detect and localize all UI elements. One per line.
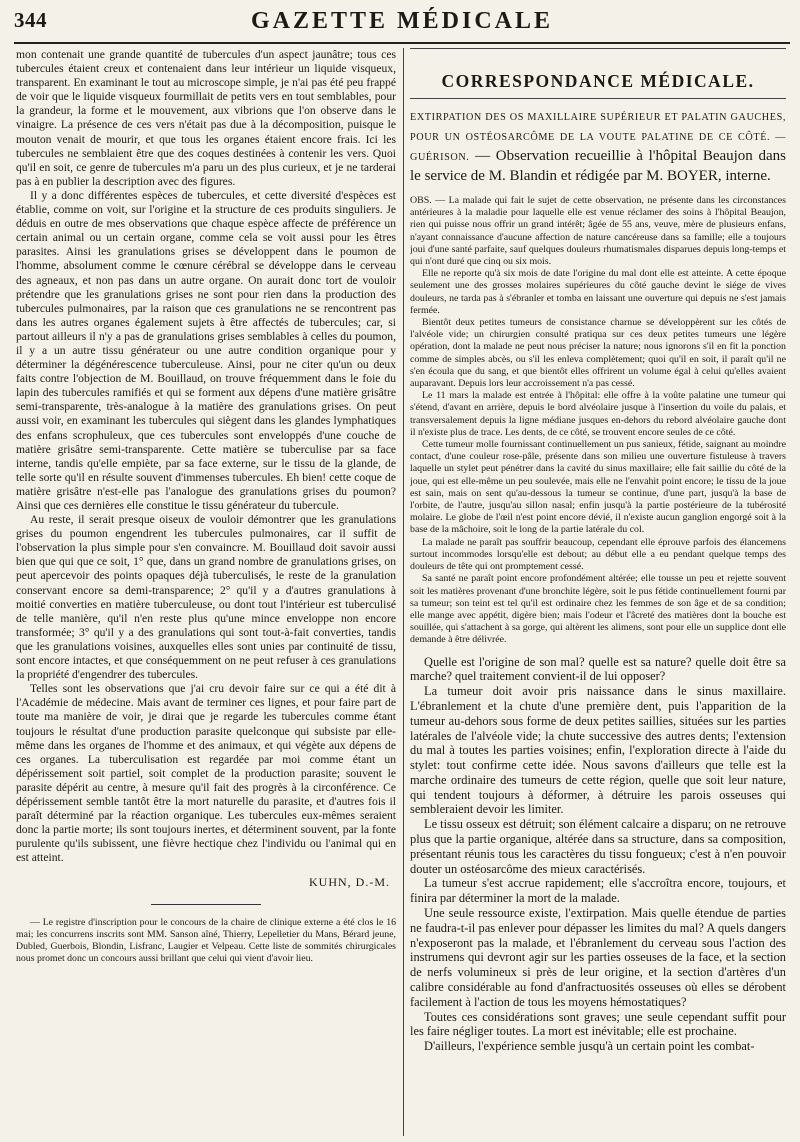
column-divider (403, 48, 404, 1136)
observation-paragraph-2: Elle ne reporte qu'à six mois de date l'origine du mal dont elle est atteinte. A cette époque seulement une des grosses molaires supérieures du côté gauche devint le siége de vives douleurs, ne tarda pas à s'ébranler et tomba en laissant une ouverture qui depuis ne s'est jamais fermée. (410, 268, 786, 316)
spacer (410, 647, 786, 655)
discussion-paragraph-2: La tumeur doit avoir pris naissance dans le sinus maxillaire. L'ébranlement et la chute d'une première dent, puis l'apparition de la tumeur au-dehors sous forme de deux petites saillies, situées sur les parties latérales de l'alvéole vide; la chute successive des autres dents; l'extension du mal à toutes les parties voisines; enfin, l'exploration directe à l'aide du stylet: tout confirme cette idée. Nous savons d'ailleurs que telle est la marche ordinaire des tumeurs de cette région, quelle que soit leur nature, qui tendent toujours à déformer, à détruire les parois osseuses qui sembleraient devoir les limiter. (410, 684, 786, 817)
left-paragraph-4: Telles sont les observations que j'ai cru devoir faire sur ce qui a été dit à l'Académie de médecine. Mais avant de terminer ces lignes, et pour faire part de toute ma manière de voir, je dirai que je regarde les tubercules comme étant toujours le résultat d'une production parasite quelconque qui subsiste par elle-même dans les organes de l'homme et des animaux, et qui végète aux dépens de ces organes. La tuberculisation est regardée par moi comme étant un dépérissement soit partiel, soit complet de la production parasite; souvent le parasite dépérit au centre, à mesure qu'il fait des progrès à la circonférence. Ce dépérissement semble tantôt être la mort naturelle du parasite, et d'autres fois il paraît déterminé par la réaction organique. Les tubercules eux-mêmes seraient donc la partie morte; ils sont toujours inertes, et déterminent souvent, par la fonte purulente qu'ils subissent, une fièvre hectique chez l'individu ou l'animal qui en est atteint. (16, 682, 396, 865)
article-title (410, 107, 786, 185)
left-paragraph-1: mon contenait une grande quantité de tubercules d'un aspect jaunâtre; tous ces tubercules étaient creux et contenaient dans leur intérieur un liquide visqueux, transparent. En examinant le tout au microscope simple, je n'ai pas été peu frappé de voir que le liquide visqueux fourmillait de petits vers en tout semblables, pour la grandeur, la forme et le mouvement, aux vibrions que l'on observe dans le vinaigre. La présence de ces vers n'était pas due à la décomposition, puisque le mouton venait de mourir, et que tous les organes étaient encore frais. Ici les tubercules ne semblaient être que des coques destinées à contenir les vers. Quoi qu'il en soit, ce genre de tubercules m'a paru un des plus curieux, et je ne tarderai pas à en publier la description avec des figures. (16, 48, 396, 188)
observation-paragraph-4: Le 11 mars la malade est entrée à l'hôpital: elle offre à la voûte palatine une tumeur qui s'étend, d'avant en arrière, depuis le bord alvéolaire jusque à l'insertion du voile du palais, et transversalement depuis la ligne médiane jusques en-dehors du rebord alvéolaire gauche dont il n'existe plus de trace. Les dents, de ce côté, se trouvent encore seules de ce côté. (410, 390, 786, 438)
page-header (14, 2, 790, 44)
left-column (16, 48, 396, 1138)
article-title-caps: EXTIRPATION DES OS MAXILLAIRE SUPÉRIEUR ET PALATIN GAUCHES, POUR UN OSTÉOSARCÔME DE LA VOUTE PALATINE DE CE CÔTÉ. — GUÉRISON. (410, 112, 786, 163)
observation-paragraph-3: Bientôt deux petites tumeurs de consistance charnue se développèrent sur les côtés de l'alvéole vide; un chirurgien consulté pratiqua sur ces deux petites tumeurs une légère opération, dont la malade ne peut nous préciser la nature; nous ignorons s'il en fit la ponction comme de simples abcès, ou s'il les enleva complètement; quoi qu'il en soit, il paraît qu'il ne s'en écoula que du sang, et que bientôt elles offrirent un volume égal à celui qu'elles avaient auparavant. Depuis lors leur accroissement n'a pas cessé. (410, 317, 786, 390)
footnote-divider (151, 904, 261, 905)
discussion-paragraph-1: Quelle est l'origine de son mal? quelle est sa nature? quelle doit être sa marche? quel traitement convient-il de lui opposer? (410, 654, 786, 684)
discussion-paragraph-7: D'ailleurs, l'expérience semble jusqu'à un certain point les combat- (424, 1039, 755, 1054)
observation-paragraph-5: Cette tumeur molle fournissant continuellement un pus sanieux, fétide, saignant au moindre contact, d'une couleur rose-pâle, présente dans son milieu une ouverture fistuleuse à travers laquelle un stylet peut pénétrer dans la cavité du sinus maxillaire; elle fait saillie du côté de la joue, qui est elle-même un peu soulevée, mais elle ne l'envahit point encore; le tissu de la joue est sain, mais on sent qu'au-dessous la tumeur se continue, d'une part, jusqu'à la base de l'orbite, de l'autre, jusqu'au sillon nasal; enfin jusqu'à la partie postérieure de la tubérosité molaire. Le globe de l'œil n'est point encore dévié, il n'existe aucun ganglion engorgé soit à la base de la mâchoire, soit le long de la partie latérale du col. (410, 439, 786, 536)
footnote: — Le registre d'inscription pour le concours de la chaire de clinique externe a été clos le 16 mai; les concurrens inscrits sont MM. Sanson aîné, Thierry, Lepelletier du Mans, Bérard jeune, Dubled, Guerbois, Blondin, Lisfranc, Laugier et Velpeau. Cette liste de sommités chirurgicales nous promet donc un concours aussi brillant que celui qui vient d'avoir lieu. (16, 917, 396, 965)
author-signature: KUHN, D.-M. (309, 875, 390, 890)
journal-title: GAZETTE MÉDICALE (250, 8, 554, 34)
discussion-paragraph-4: La tumeur s'est accrue rapidement; elle s'accroîtra encore, toujours, et finira par déterminer la mort de la malade. (410, 876, 786, 906)
observation-paragraph-7: Sa santé ne paraît point encore profondément altérée; elle tousse un peu et rejette souvent soit les matières provenant d'une bronchite légère, soit le pus fétide continuellement fourni par sa tumeur; son teint est tel qu'il est ordinaire chez les femmes de son âge et de sa condition; elle mange avec appétit, digère bien; mais l'odeur et l'âcreté des matières dont la bouche est souillée, qui s'attachent à sa gorge, qui altèrent les alimens, sont pour elle un supplice dont elle demande à être délivrée. (410, 573, 786, 646)
discussion-paragraph-5: Une seule ressource existe, l'extirpation. Mais quelle étendue de parties ne faudra-t-il pas enlever pour dépasser les limites du mal? A quels dangers n'exposeront pas la malade, et l'ébranlement du cerveau sous l'action des instrumens qui devront agir sur les parties osseuses de la face, et la section de nerfs volumineux si près de leur origine, et la section d'artères d'un calibre considérable au fond d'anfractuosités osseuses où elles se dérobent facilement à l'action de tous les moyens hémostatiques? (410, 906, 786, 1009)
section-title: CORRESPONDANCE MÉDICALE. (410, 48, 786, 99)
left-paragraph-3: Au reste, il serait presque oiseux de vouloir démontrer que les granulations grises du poumon engendrent les tubercules pulmonaires, car il suffit de l'observation la plus simple pour s'en convaincre. M. Bouillaud doit savoir aussi bien que qui que ce soit, 1° que, dans un grand nombre de granulations grises, on peut apercevoir des points opaques déjà tuberculisés, le reste de la granulation conservant encore sa demi-transparence; 2° qu'il y a d'autres granulations à moitié converties en matière tuberculeuse, ou dont tout l'intérieur est tuberculisé de telle manière, qu'il n'en reste plus qu'une mince enveloppe non encore transformée; 3° qu'il y a des granulations qui sont tout-à-fait converties, tandis que les granulations voisines, auxquelles elles sont unies par continuité de tissu, sont encore intactes, et que conséquemment on ne peut refuser à ces granulations la propriété d'engendrer des tubercules. (16, 513, 396, 682)
page-number: 344 (14, 8, 47, 32)
left-paragraph-2: Il y a donc différentes espèces de tubercules, et cette diversité d'espèces est établie, comme on voit, sur l'origine et la structure de ces produits singuliers. Je déduis en outre de mes observations que chaque espèce affecte de préférence un certain animal ou un certain organe, comme cela se voit aussi pour les êtres parasites. Ainsi les granulations grises se développent dans le poumon de l'homme, absolument comme le cœnure cérébral se développe dans le cerveau des agneaux, et non pas dans un autre organe. On aurait donc tort de vouloir prétendre que les granulations grises ne sont pour rien dans la production des tubercules pulmonaires, par la raison que ces granulations ne se rencontrent pas dans les autres organes également sujets à être affectés de tubercules; car, si partout ailleurs il n'y a pas de granulations grises semblables à celles du poumon, il y a un autre tissu générateur ou une autre condition organique pour y déterminer la dégénérescence tuberculeuse. Ainsi, pour ne citer qu'un ou deux faits contre l'objection de M. Bouillaud, on trouve fréquemment dans le foie du lapin des tubercules ramifiés et qui se forment aux dépens d'une matière grisâtre semi-transparente, très-analogue à la matière des granulations grises. On peut aussi voir, en examinant les tubercules qui siègent dans les glandes lymphatiques des enfans scrophuleux, que ces tubercules sont enveloppés d'une couche de matière grisâtre semi-transparente. Cette matière se tuberculise par sa face interne, tandis qu'elle empiète, par sa face externe, sur le tissu de la glande, de telle sorte qu'il en résulte souvent d'immenses tubercules. Eh bien! cette coque de matière grisâtre n'est-elle pas l'analogue des granulations grises du poumon? Ainsi que ces dernières elle constitue le tissu générateur du tubercule. (16, 188, 396, 512)
discussion-paragraph-3: Le tissu osseux est détruit; son élément calcaire a disparu; on ne retrouve plus que la partie organique, altérée dans sa structure, dans sa composition, présentant réunis tous les caractères du tissu fongueux; c'est à n'en pouvoir douter un ostéosarcôme des mieux caractérisés. (410, 817, 786, 876)
right-column (410, 48, 786, 1138)
observation-paragraph-1: OBS. — La malade qui fait le sujet de cette observation, ne présente dans les circonstances antérieures à la maladie pour laquelle elle est venue réclamer des soins à l'hôpital Beaujon, rien qui puisse nous offrir un grand intérêt; âgée de 55 ans, veuve, mère de plusieurs enfans, n'ayant connaissance d'aucune affection de nature cancéreuse dans sa famille; elle a toujours joui d'une santé parfaite, sauf quelques douleurs rhumatismales disparues depuis long-temps et qui n'ont duré que cinq ou six mois. (410, 195, 786, 268)
article-title-rest: — Observation recueillie à l'hôpital Beaujon dans le service de M. Blandin et rédigée par M. BOYER, interne. (410, 148, 786, 184)
discussion-paragraph-6: Toutes ces considérations sont graves; une seule cependant suffit pour les faire négliger toutes. La mort est inévitable; elle est prochaine. (410, 1009, 786, 1039)
observation-paragraph-6: La malade ne paraît pas souffrir beaucoup, cependant elle éprouve parfois des élancemens surtout incommodes lorsqu'elle est debout; au début elle a eu pendant quelque temps des douleurs de tête qui ont promptement cessé. (410, 536, 786, 573)
